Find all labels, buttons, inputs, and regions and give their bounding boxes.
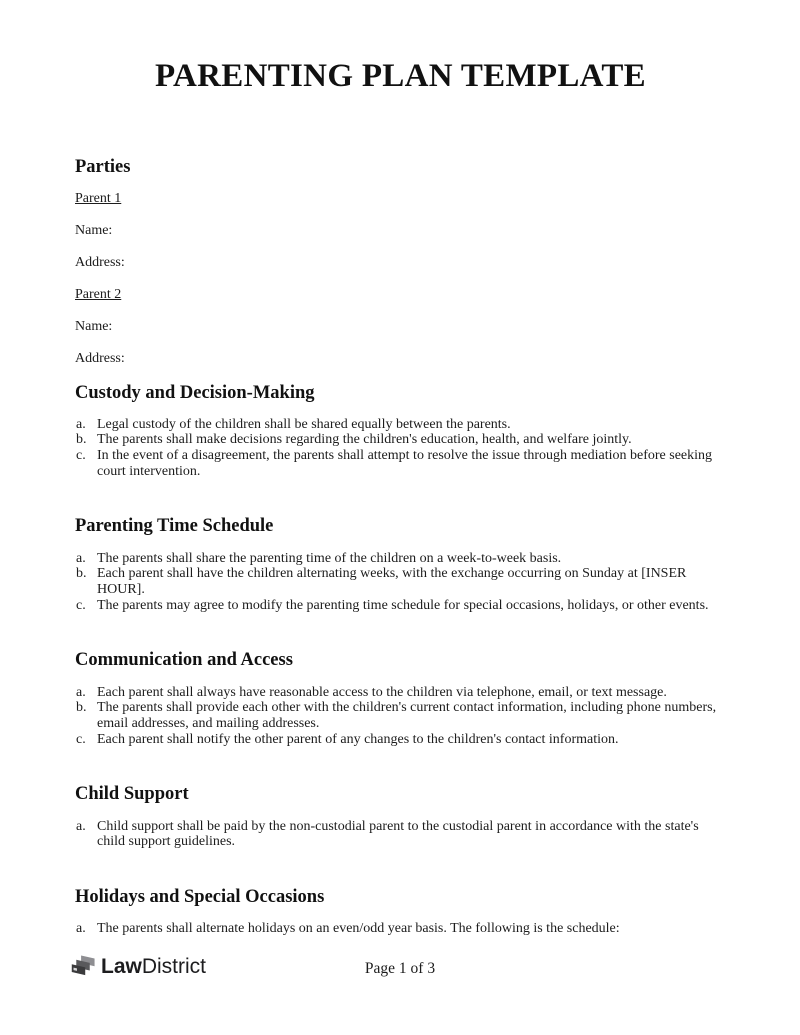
party-field-label: Address: — [75, 350, 125, 366]
clause-item: The parents shall share the parenting time of the children on a week-to-week basis. — [97, 550, 562, 566]
section-heading-parties: Parties — [75, 156, 131, 177]
party-field-label: Parent 2 — [75, 286, 122, 302]
parties-lines — [75, 191, 726, 366]
clause-sections — [75, 383, 726, 937]
clause-item: The parents shall provide each other with the children's current contact information, including phone numbers, email addresses, and mailing addresses. — [97, 700, 717, 732]
party-field-label: Address: — [75, 254, 125, 270]
clause-item: The parents shall alternate holidays on an even/odd year basis. The following is the schedule: — [97, 921, 620, 937]
section-heading: Holidays and Special Occasions — [75, 886, 325, 907]
page-title: PARENTING PLAN TEMPLATE — [155, 58, 646, 94]
clause-item: Each parent shall have the children alternating weeks, with the exchange occurring on Sunday at [INSER HOUR]. — [97, 566, 687, 598]
party-field-label: Name: — [75, 223, 113, 239]
clause-item: Legal custody of the children shall be shared equally between the parents. — [97, 416, 511, 432]
clause-item: Child support shall be paid by the non-custodial parent to the custodial parent in accordance with the state's child support guidelines. — [97, 818, 699, 850]
party-field-label: Parent 1 — [75, 191, 122, 207]
document-section — [75, 650, 726, 747]
clause-list — [75, 819, 726, 850]
clause-list — [75, 685, 726, 748]
parties-section — [75, 157, 726, 366]
clause-list — [75, 921, 726, 937]
party-field-label: Name: — [75, 318, 113, 334]
section-heading: Child Support — [75, 784, 189, 805]
clause-list — [75, 417, 726, 480]
clause-item: Each parent shall always have reasonable access to the children via telephone, email, or text message. — [97, 684, 667, 700]
section-heading: Custody and Decision-Making — [75, 382, 315, 403]
section-heading: Communication and Access — [75, 650, 293, 671]
brand-word-district: District — [141, 955, 207, 978]
clause-item: Each parent shall notify the other parent of any changes to the children's contact information. — [97, 731, 619, 747]
brand-word-law: Law — [101, 955, 142, 978]
document-section — [75, 516, 726, 613]
clause-item: The parents shall make decisions regarding the children's education, health, and welfare jointly. — [97, 432, 632, 448]
document-section — [75, 887, 726, 937]
document-section — [75, 784, 726, 850]
clause-item: In the event of a disagreement, the parents shall attempt to resolve the issue through mediation before seeking court intervention. — [97, 448, 713, 479]
page-number-indicator: Page 1 of 3 — [364, 960, 436, 977]
clause-item: The parents may agree to modify the parenting time schedule for special occasions, holidays, or other events. — [97, 597, 709, 613]
page-footer — [0, 954, 800, 988]
document-section — [75, 383, 726, 480]
section-heading: Parenting Time Schedule — [75, 516, 274, 537]
clause-list — [75, 551, 726, 614]
